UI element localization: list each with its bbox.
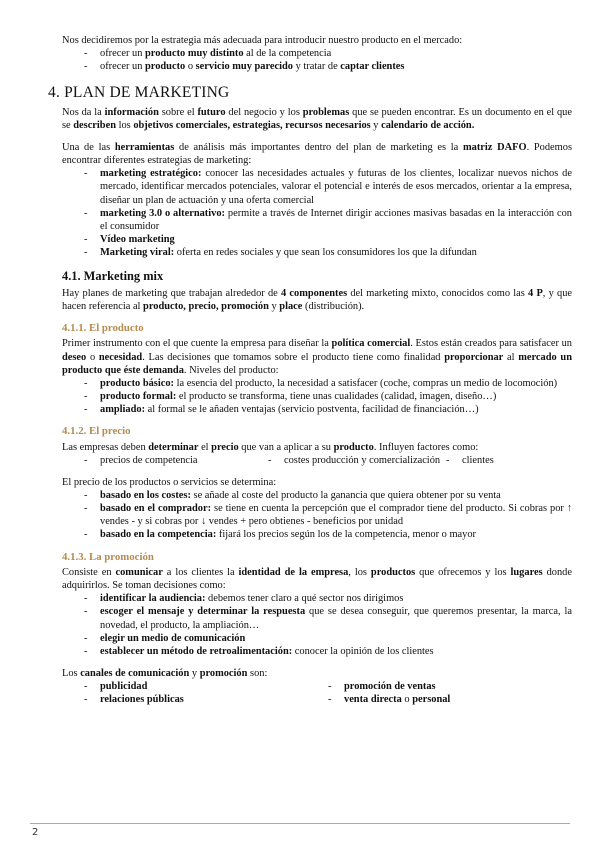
text-run: Los bbox=[62, 667, 81, 679]
text-run: Hay planes de marketing que trabajan alrededor de bbox=[62, 287, 281, 299]
product-levels-list bbox=[62, 377, 572, 416]
bold-text: determinar bbox=[148, 441, 199, 453]
text-run: a los clientes la bbox=[162, 567, 239, 579]
text-run: los bbox=[115, 119, 134, 131]
bold-text: captar clientes bbox=[340, 61, 405, 73]
text-run: conocer la opinión de los clientes bbox=[292, 645, 434, 657]
bold-text: política comercial bbox=[331, 338, 411, 350]
bold-text: place bbox=[279, 300, 303, 312]
bold-text: canales de comunicación bbox=[80, 667, 190, 679]
channels-paragraph bbox=[62, 667, 572, 680]
producto-paragraph bbox=[62, 337, 572, 376]
list-item bbox=[84, 632, 572, 645]
bold-text: venta directa bbox=[344, 694, 402, 706]
text-run: al bbox=[503, 351, 519, 363]
footer-rule bbox=[30, 823, 570, 824]
bold-text: 4 componentes bbox=[280, 287, 348, 299]
channels-right-column bbox=[328, 680, 572, 706]
bold-text: información bbox=[104, 106, 159, 118]
bold-text: escoger el mensaje y determinar la respuesta bbox=[100, 606, 306, 618]
precio-paragraph bbox=[62, 441, 572, 454]
subsection-heading-promocion: 4.1.3. La promoción bbox=[62, 550, 154, 563]
price-factor-item: - clientes bbox=[446, 454, 572, 467]
list-item bbox=[84, 60, 572, 73]
text-run: del marketing mixto, conocidos como las bbox=[347, 287, 529, 299]
text-run: que se pueden encontrar. Es un documento en el que se bbox=[62, 106, 572, 131]
text-run: oferta en redes sociales y que sean los consumidores los que la difundan bbox=[174, 246, 477, 258]
bold-text: publicidad bbox=[100, 680, 148, 692]
text-run: . Podemos encontrar diferentes estrategias de marketing: bbox=[62, 142, 572, 167]
bold-text: proporcionar bbox=[444, 351, 504, 363]
text-run: Consiste en bbox=[62, 567, 116, 579]
text-run: Nos decidiremos por la estrategia más adecuada para introducir nuestro producto en el mercado: bbox=[62, 35, 463, 46]
list-item bbox=[84, 246, 572, 259]
list-item bbox=[84, 502, 572, 528]
dafo-paragraph bbox=[62, 141, 572, 167]
bold-text: producto muy distinto bbox=[145, 48, 244, 60]
bold-text: precio bbox=[211, 441, 239, 453]
text-run: se añade al coste del producto la ganancia que quiera obtener por su venta bbox=[190, 490, 501, 502]
bold-text: marketing 3.0 o alternativo: bbox=[100, 207, 226, 219]
text-run: de análisis más importantes dentro del plan de marketing es la bbox=[174, 142, 463, 154]
text-run: Nos da la bbox=[62, 106, 105, 118]
text-run: y tratar de bbox=[292, 61, 341, 73]
communication-channels bbox=[62, 680, 572, 706]
text-run: conocer las necesidades actuales y futuras de los clientes, localizar nuevos nichos de mercado, identificar mercados potenciales, valorar el potencial e interés de esos mercados, orientar a la empresa, diseñar un plan de actuación y una oferta comercial bbox=[100, 168, 572, 206]
text-run: que van a aplicar a su bbox=[238, 441, 334, 453]
bold-text: marketing estratégico: bbox=[100, 168, 202, 180]
bold-text: producto básico: bbox=[100, 377, 174, 389]
text-run: al de la competencia bbox=[243, 48, 332, 60]
bold-text: elegir un medio de comunicación bbox=[100, 632, 246, 644]
text-run: y bbox=[189, 667, 200, 679]
bold-text: identificar la audiencia: bbox=[100, 593, 206, 605]
text-run: o bbox=[185, 61, 196, 73]
list-item bbox=[84, 207, 572, 233]
intro-strategy-list bbox=[62, 47, 572, 73]
subsection-heading-marketing-mix: 4.1. Marketing mix bbox=[62, 269, 164, 284]
text-run: ofrecer un bbox=[100, 48, 145, 60]
promocion-paragraph bbox=[62, 566, 572, 592]
precio-determina-paragraph bbox=[62, 476, 572, 489]
price-factors bbox=[62, 454, 572, 467]
document-page bbox=[48, 34, 573, 706]
bold-text: servicio muy parecido bbox=[195, 61, 293, 73]
text-run: ofrecer un bbox=[100, 61, 145, 73]
price-factor-item: - precios de competencia bbox=[84, 454, 268, 467]
bold-text: herramientas bbox=[114, 142, 175, 154]
text-run: y bbox=[268, 300, 280, 312]
bold-text: basado en la competencia: bbox=[100, 529, 217, 541]
list-item bbox=[84, 403, 572, 416]
text-run: fijará los precios según los de la competencia, menor o mayor bbox=[216, 529, 476, 541]
bold-text: personal bbox=[412, 694, 451, 706]
text-run: sobre el bbox=[158, 106, 198, 118]
text-run: (distribución). bbox=[302, 300, 365, 312]
bold-text: establecer un método de retroalimentación: bbox=[100, 645, 293, 657]
bold-text: mercado un producto que éste demanda bbox=[62, 351, 572, 376]
bold-text: producto formal: bbox=[100, 390, 177, 402]
bold-text: problemas bbox=[302, 106, 350, 118]
bold-text: producto bbox=[145, 61, 186, 73]
text-run: el bbox=[198, 441, 212, 453]
subsection-heading-precio: 4.1.2. El precio bbox=[62, 425, 131, 438]
list-item bbox=[84, 605, 572, 631]
text-run: del negocio y los bbox=[225, 106, 303, 118]
marketing-strategies-list bbox=[62, 167, 572, 259]
section-heading-plan-de-marketing: 4. PLAN DE MARKETING bbox=[48, 84, 230, 102]
text-run: debemos tener claro a qué sector nos dirigimos bbox=[205, 593, 404, 605]
channel-item bbox=[328, 680, 572, 693]
channel-item bbox=[328, 693, 572, 706]
list-item bbox=[84, 489, 572, 502]
text-run: Una de las bbox=[62, 142, 115, 154]
list-item bbox=[84, 47, 572, 60]
list-item bbox=[84, 377, 572, 390]
pricing-methods-list bbox=[62, 489, 572, 541]
bold-text: objetivos comerciales, estrategias, recursos necesarios bbox=[133, 119, 371, 131]
channels-left-column bbox=[84, 680, 328, 706]
bold-text: identidad de la empresa bbox=[238, 567, 349, 579]
list-item bbox=[84, 528, 572, 541]
text-run: donde adquirirlos. Se toman decisiones como: bbox=[62, 567, 572, 592]
bold-text: relaciones públicas bbox=[100, 694, 184, 706]
list-item bbox=[84, 233, 572, 246]
plan-definition-paragraph bbox=[62, 106, 572, 132]
price-factor-item: - costes producción y comercialización bbox=[268, 454, 446, 467]
bold-text: promoción de ventas bbox=[344, 680, 436, 692]
text-run: que ofrecemos y los bbox=[415, 567, 511, 579]
text-run: , los bbox=[348, 567, 371, 579]
bold-text: basado en el comprador: bbox=[100, 503, 212, 515]
bold-text: comunicar bbox=[115, 567, 163, 579]
list-item bbox=[84, 390, 572, 403]
text-run: , y que hacen referencia al bbox=[62, 287, 573, 312]
bold-text: promoción bbox=[199, 667, 248, 679]
text-run: Las empresas deben bbox=[62, 441, 149, 453]
bold-text: producto bbox=[333, 441, 374, 453]
marketing-mix-paragraph bbox=[62, 287, 572, 313]
page-number: 2 bbox=[32, 827, 39, 838]
text-run: o bbox=[86, 351, 99, 363]
bold-text: productos bbox=[370, 567, 416, 579]
text-run: que se desea conseguir, que queremos presentar, la marca, la novedad, el producto, la ampliación… bbox=[100, 606, 572, 631]
text-run: se tiene en cuenta la percepción que el comprador tiene del producto. Si cobras por ↑ vendes - y si cobras por ↓ vendes + pero obtienes - beneficios por unidad bbox=[100, 503, 573, 528]
bold-text: describen bbox=[73, 119, 116, 131]
bold-text: futuro bbox=[197, 106, 226, 118]
text-run: Primer instrumento con el que cuente la empresa para diseñar la bbox=[62, 338, 332, 350]
text-run: y bbox=[370, 119, 382, 131]
promotion-decisions-list bbox=[62, 592, 572, 658]
bold-text: necesidad bbox=[98, 351, 143, 363]
text-run: son: bbox=[247, 667, 268, 679]
text-run: . Influyen factores como: bbox=[373, 441, 479, 453]
bold-text: calendario de acción. bbox=[381, 119, 475, 131]
bold-text: 4 P bbox=[528, 287, 543, 299]
bold-text: Marketing viral: bbox=[100, 246, 175, 258]
bold-text: Vídeo marketing bbox=[100, 233, 175, 245]
bold-text: lugares bbox=[510, 567, 543, 579]
channel-item bbox=[84, 680, 328, 693]
list-item bbox=[84, 645, 572, 658]
bold-text: ampliado: bbox=[100, 404, 146, 416]
text-run: al formal se le añaden ventajas (servicio postventa, facilidad de financiación…) bbox=[145, 404, 479, 416]
subsection-heading-producto: 4.1.1. El producto bbox=[62, 321, 144, 334]
text-run: . Estos están creados para satisfacer un bbox=[410, 338, 573, 350]
text-run: la esencia del producto, la necesidad a satisfacer (coche, compras un medio de locomoción) bbox=[174, 377, 558, 389]
text-run: el producto se transforma, tiene unas cualidades (calidad, imagen, diseño…) bbox=[176, 390, 497, 402]
list-item bbox=[84, 167, 572, 206]
channel-item bbox=[84, 693, 328, 706]
text-run: permite a través de Internet dirigir acciones masivas basadas en la interacción con el consumidor bbox=[100, 207, 572, 232]
text-run: o bbox=[401, 694, 413, 706]
intro-paragraph bbox=[62, 34, 572, 47]
bold-text: deseo bbox=[62, 351, 87, 363]
text-run: . Las decisiones que tomamos sobre el producto tiene como finalidad bbox=[142, 351, 445, 363]
bold-text: producto, precio, promoción bbox=[143, 300, 269, 312]
list-item bbox=[84, 592, 572, 605]
text-run: . Niveles del producto: bbox=[183, 364, 279, 376]
bold-text: matriz DAFO bbox=[462, 142, 527, 154]
text-run: El precio de los productos o servicios se determina: bbox=[62, 476, 277, 488]
bold-text: basado en los costes: bbox=[100, 490, 191, 502]
